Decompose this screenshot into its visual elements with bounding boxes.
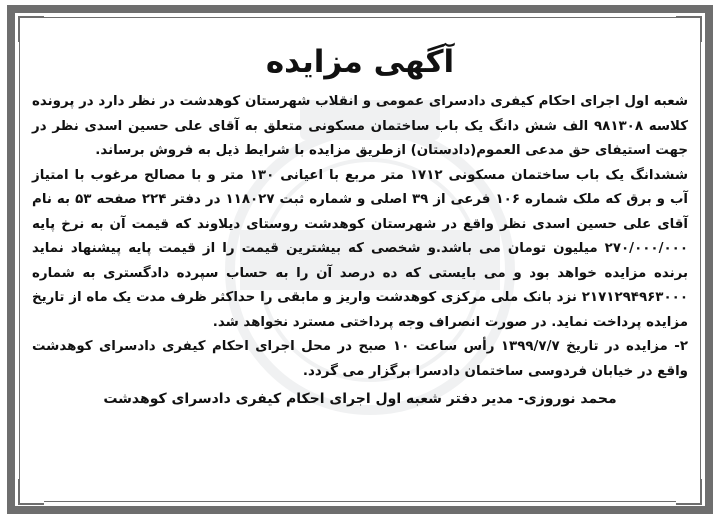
notice-paragraph-auction-date: ۲- مزایده در تاریخ ۱۳۹۹/۷/۷ رأس ساعت ۱۰ صبح در محل اجرای احکام کیفری دادسرای کوهدشت واقع در خیابان فردوسی ساختمان دادسرا برگزار می گردد. [32, 339, 688, 379]
corner-ornament-top-left [18, 16, 44, 42]
notice-signature: محمد نوروزی- مدیر دفتر شعبه اول اجرای احکام کیفری دادسرای کوهدشت [103, 391, 617, 407]
notice-paragraph-intro: شعبه اول اجرای احکام کیفری دادسرای عمومی و انقلاب شهرستان کوهدشت در نظر دارد در پرونده کلاسه ۹۸۱۳۰۸ الف شش دانگ یک باب ساختمان مسکونی متعلق به آقای علی حسین اسدی نظر در جهت استیفای حق مدعی العموم(دادستان) ازطریق مزایده با شرایط ذیل به فروش برساند. [32, 94, 688, 158]
corner-ornament-bottom-right [676, 479, 702, 505]
notice-content [32, 40, 688, 412]
notice-paragraph-property: ششدانگ یک باب ساختمان مسکونی ۱۷۱۲ متر مربع با اعیانی ۱۳۰ متر و با مصالح مرغوب با امتیاز آب و برق که ملک شماره ۱۰۶ فرعی از ۳۹ اصلی و شماره ثبت ۱۱۸۰۲۷ در دفتر ۲۲۴ صفحه ۵۳ به نام آقای علی حسین اسدی نظر واقع در شهرستان کوهدشت روستای دیلاوند که قیمت آن به نرخ پایه ۲۷۰/۰۰۰/۰۰۰ میلیون تومان می باشد.و شخصی که بیشترین قیمت را از قیمت پایه پیشنهاد نماید برنده مزایده خواهد بود و می بایستی که ده درصد آن را به حساب سپرده دادگستری به شماره ۲۱۷۱۲۹۴۹۶۳۰۰۰ نزد بانک ملی مرکزی کوهدشت واریز و مابقی را حداکثر ظرف مدت یک ماه از تاریخ مزایده پرداخت نماید. در صورت انصراف وجه پرداختی مسترد نخواهد شد. [32, 167, 689, 330]
notice-title: آگهی مزایده [265, 44, 455, 80]
corner-ornament-bottom-left [18, 479, 44, 505]
corner-ornament-top-right [676, 16, 702, 42]
